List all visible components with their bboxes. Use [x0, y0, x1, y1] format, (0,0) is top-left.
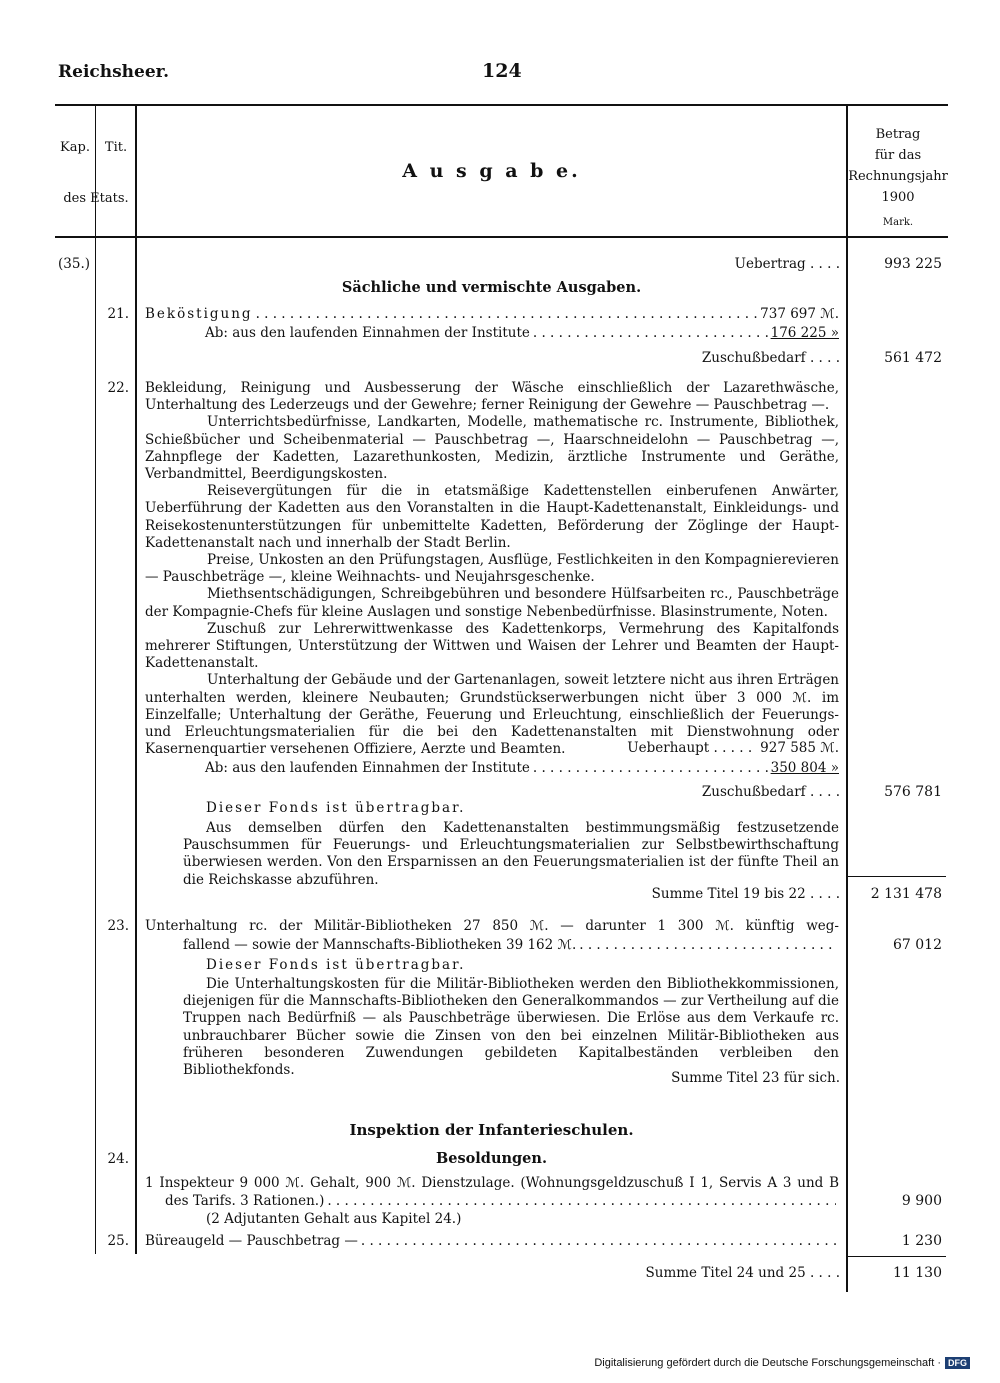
summe-24-25-amount: 11 130	[893, 1265, 942, 1281]
t21-line2	[205, 325, 839, 342]
t22-fonds-note: Dieser Fonds ist übertragbar.	[206, 800, 466, 816]
section-heading-saechliche: Sächliche und vermischte Ausgaben.	[341, 279, 642, 296]
col-head-des-etats: des Etats.	[63, 191, 129, 206]
sum-rule-2	[846, 1256, 946, 1257]
summe-19-22-label: Summe Titel 19 bis 22 . . . .	[651, 886, 840, 902]
top-rule	[55, 104, 948, 106]
t21-zuschuss-amount: 561 472	[884, 350, 942, 366]
t25-label: Büreaugeld — Pauschbetrag —	[145, 1233, 358, 1249]
t25-amount: 1 230	[901, 1233, 942, 1249]
t22-paragraph: Miethsentschädigungen, Schreibgebühren und besondere Hülfsarbeiten rc., Pauschbeträge der Kompagnie-Chefs für kleine Auslagen und sonstige Nebenbedürfnisse. Blasinstrumente, Noten.	[145, 586, 839, 620]
betrag-line: für das	[874, 148, 922, 163]
col-head-betrag	[848, 124, 948, 208]
uebertrag-amount: 993 225	[884, 256, 942, 272]
summe-23: Summe Titel 23 für sich.	[671, 1070, 840, 1086]
section-heading-besoldungen: Besoldungen.	[435, 1150, 547, 1167]
titel-number-25: 25.	[107, 1233, 129, 1249]
t22-paragraph: Bekleidung, Reinigung und Ausbesserung der Wäsche einschließlich der Lazarethwäsche, Unterhaltung des Lederzeugs und der Gewehre; ferner Reinigung der Gewehre — Pauschbetrag —.	[145, 380, 839, 414]
t23-line2	[183, 937, 839, 954]
sum-rule-1	[846, 876, 946, 877]
t21-label: Beköstigung	[145, 306, 253, 322]
dfg-logo: DFG	[945, 1357, 970, 1369]
t22-paragraph: Zuschuß zur Lehrerwittwenkasse des Kadettenkorps, Vermehrung des Kapitalfonds mehrerer Stiftungen, Unterstützung der Wittwen und Waisen der Lehrer und Beamten der Haupt-Kadettenanstalt.	[145, 620, 839, 672]
col-rule-amt	[846, 106, 848, 1292]
betrag-line: Betrag	[875, 127, 921, 142]
titel-number-24: 24.	[107, 1151, 129, 1167]
t24-line1: 1 Inspekteur 9 000 ℳ. Gehalt, 900 ℳ. Dienstzulage. (Wohnungsgeldzuschuß I 1, Servis A 3 und B	[145, 1175, 839, 1191]
col-head-mark: Mark.	[882, 217, 914, 228]
t22-note: Aus demselben dürfen den Kadettenanstalten bestimmungsmäßig festzusetzende Pauschsummen für Feuerungs- und Erleuchtungsmaterialien zur Selbstbewirthschaftung überwiesen werden. Von den Ersparnissen an den Feuerungsmaterialien ist der fünfte Theil an die Reichskasse abzuführen.	[183, 820, 839, 888]
t23-fonds-note: Dieser Fonds ist übertragbar.	[206, 957, 466, 973]
betrag-line: Rechnungsjahr	[848, 169, 948, 184]
t22-zuschuss-amount: 576 781	[884, 784, 942, 800]
head-bottom-rule	[55, 236, 948, 238]
summe-24-25-label: Summe Titel 24 und 25 . . . .	[645, 1265, 840, 1281]
t23-line1: Unterhaltung rc. der Militär-Bibliotheken 27 850 ℳ. — darunter 1 300 ℳ. künftig weg-	[145, 918, 839, 934]
summe-19-22-amount: 2 131 478	[870, 886, 942, 902]
t25-line	[145, 1233, 839, 1250]
col-head-kap: Kap.	[60, 140, 90, 155]
table-title: A u s g a b e.	[402, 160, 581, 182]
titel-number-21: 21.	[107, 306, 129, 322]
t22-paragraph: Unterhaltung der Gebäude und der Gartenanlagen, soweit letztere nicht aus ihren Erträgen unterhalten werden, kleinere Neubauten; Grundstückserwerbungen nicht über 3 000 ℳ. im Einzelfalle; Unterhaltung der Geräthe, Feuerung und Erleuchtung, einschließlich der Feuerungs- und Erleuchtungsmaterialien für die bei den Kadettenanstalten mit Dienstwohnung oder Kasernenquartier versehenen Offiziere, Aerzte und Beamten.	[145, 672, 839, 758]
kapitel-number: (35.)	[58, 256, 91, 272]
t24-line2-text: des Tarifs. 3 Rationen.)	[165, 1193, 325, 1209]
t22-ab-label: Ab: aus den laufenden Einnahmen der Institute	[205, 760, 530, 776]
t22-paragraph: Reisevergütungen für die in etatsmäßige Kadettenstellen einberufenen Anwärter, Ueberführung der Kadetten aus den Voranstalten in die Haupt-Kadettenanstalt, Einkleidungs- und Reisekostenunterstützungen für unbemittelte Kadetten, Beförderung der Zöglinge der Haupt-Kadettenanstalt nach und innerhalb der Stadt Berlin.	[145, 483, 839, 551]
titel-number-23: 23.	[107, 918, 129, 934]
uebertrag-label: Uebertrag . . . .	[734, 256, 840, 272]
t24-line2	[165, 1193, 839, 1210]
betrag-line: 1900	[881, 190, 915, 205]
t22-text-block	[145, 380, 839, 758]
t22-paragraph: Preise, Unkosten an den Prüfungstagen, Ausflüge, Festlichkeiten in den Kompagnierevieren — Pauschbeträge —, kleine Weihnachts- und Neujahrsgeschenke.	[145, 552, 839, 586]
t23-amount: 67 012	[893, 937, 942, 953]
t22-paragraph: Unterrichtsbedürfnisse, Landkarten, Modelle, mathematische rc. Instrumente, Bibliothek, Schießbücher und Scheibenmaterial — Pauschbetrag —, Haarschneidelohn — Pauschbetrag —, Zahnpflege der Kadetten, Lazarethunkosten, Medizin, ärztliche Instrumente und Geräthe, Verbandmittel, Beerdigungskosten.	[145, 414, 839, 483]
col-rule-kap	[95, 106, 96, 1254]
footer-text: Digitalisierung gefördert durch die Deutsche Forschungsgemeinschaft ·	[594, 1357, 941, 1369]
t21-zuschuss-label: Zuschußbedarf . . . .	[701, 350, 840, 366]
t21-ab-amount: 176 225 »	[770, 325, 839, 341]
t23-note: Die Unterhaltungskosten für die Militär-Bibliotheken werden den Bibliothekkommissionen, diejenigen für die Mannschafts-Bibliotheken den Generalkommandos — zur Vertheilung auf die Truppen nach Bedürfniß — als Pauschbeträge überwiesen. Die Erlöse aus dem Verkaufe rc. unbrauchbarer Bücher sowie die Zinsen von den bei einzelnen Militär-Bibliotheken aus früheren besonderen Zuwendungen gebildeten Kapitalbeständen verbleiben den Bibliothekfonds.	[183, 976, 839, 1079]
section-heading-inspektion: Inspektion der Infanterieschulen.	[349, 1121, 634, 1139]
digitization-footer	[594, 1357, 970, 1369]
page-number: 124	[482, 60, 522, 82]
t21-line1	[145, 306, 839, 323]
t22-ab-line	[205, 760, 839, 777]
t22-ab-amount: 350 804 »	[770, 760, 839, 776]
titel-number-22: 22.	[107, 380, 129, 396]
col-head-tit: Tit.	[104, 140, 128, 155]
t22-ueberhaupt	[560, 740, 839, 757]
t21-ab-label: Ab: aus den laufenden Einnahmen der Institute	[205, 325, 530, 341]
t21-amount: 737 697 ℳ.	[760, 306, 839, 322]
t22-ueberhaupt-label: Ueberhaupt . . . . .	[627, 740, 753, 756]
t22-ueberhaupt-amount: 927 585 ℳ.	[760, 740, 839, 756]
t24-amount: 9 900	[901, 1193, 942, 1209]
running-header-left: Reichsheer.	[58, 62, 169, 82]
t23-line2-text: fallend — sowie der Mannschafts-Bibliotheken 39 162 ℳ.	[183, 937, 577, 953]
t22-zuschuss-label: Zuschußbedarf . . . .	[701, 784, 840, 800]
t24-line3: (2 Adjutanten Gehalt aus Kapitel 24.)	[206, 1211, 462, 1227]
